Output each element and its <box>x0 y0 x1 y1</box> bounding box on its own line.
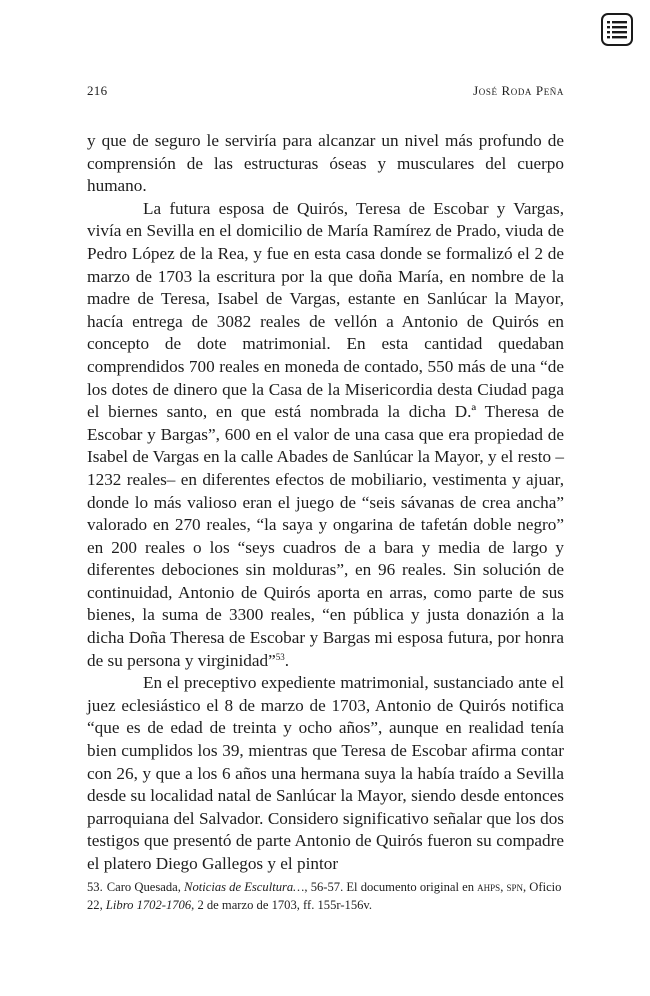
running-author: José Roda Peña <box>473 83 564 98</box>
footnote-text-c: , Oficio 22, <box>87 880 562 912</box>
footnote-number: 53. <box>87 880 103 894</box>
footnote-text-a: Caro Quesada, <box>106 880 185 894</box>
footnote-sep: , <box>500 880 507 894</box>
paragraph-3: En el preceptivo expediente matrimonial, sustanciado ante el juez eclesiástico el 8 de marzo de 1703, Antonio de Quirós notifica “que es de edad de treinta y ocho años”, aunque en realidad tenía bien cumplidos los 39, mientras que Teresa de Escobar afirma contar con 26, y que a los 6 años una hermana suya la había traído a Sevilla desde su localidad natal de Sanlúcar la Mayor, siendo desde entonces parroquiana del Salvador. Considero significativo señalar que los dos testigos que presentó de parte Antonio de Quirós fueron su compadre el platero Diego Gallegos y el pintor <box>87 673 564 873</box>
table-of-contents-button[interactable] <box>601 13 633 46</box>
paragraph-2-text: La futura esposa de Quirós, Teresa de Escobar y Vargas, vivía en Sevilla en el domicilio de María Ramírez de Prado, viuda de Pedro López de la Rea, y fue en esta casa donde se formalizó el 2 de marzo de 1703 la escritura por la que doña María, en nombre de la madre de Teresa, Isabel de Vargas, estante en Sanlúcar la Mayor, hacía entrega de 3082 reales de vellón a Antonio de Quirós en concepto de dote matrimonial. En esta cantidad quedaban comprendidos 700 reales en moneda de contado, 550 más de una “de los dotes de dinero que la Casa de la Misericordia desta Ciudad paga el biernes santo, en que está nombrada la dicha D.ª Theresa de Escobar y Bargas”, 600 en el valor de una casa que era propiedad de Isabel de Vargas en la calle Abades de Sanlúcar la Mayor, y el resto –1232 reales– en diferentes efectos de mobiliario, vestimenta y ajuar, donde lo más valioso eran el juego de “seis sávanas de crea ancha” valorado en 270 reales, “la saya y ongarina de tafetán doble negro” en 200 reales o los “seys cuadros de a bara y media de largo y diferentes debociones sin molduras”, en 96 reales. Sin solución de continuidad, Antonio de Quirós aporta en arras, como parte de sus bienes, la suma de 3300 reales, “en pública y justa donazión a la dicha Doña Theresa de Escobar y Bargas mi esposa futura, por honra de su persona y virginidad” <box>87 198 564 670</box>
footnote-53 <box>87 878 564 914</box>
footnote-ref-53[interactable]: 53 <box>275 651 285 662</box>
footnote-fund: spn <box>506 880 523 894</box>
footnote-title-a: Noticias de Escultura… <box>184 880 305 894</box>
paragraph-2-end: . <box>284 650 289 670</box>
paragraph-1: y que de seguro le serviría para alcanzar un nivel más profundo de comprensión de las estructuras óseas y musculares del cuerpo humano. <box>87 131 564 196</box>
page-number: 216 <box>87 83 108 98</box>
footnote-text-b: , 56-57. El documento original en <box>304 880 478 894</box>
footnote-title-b: Libro 1702-1706 <box>105 898 192 912</box>
body-text <box>87 130 564 876</box>
footnote-text-d: , 2 de marzo de 1703, ff. 155r-156v. <box>191 898 373 912</box>
list-menu-icon <box>606 19 628 40</box>
footnote-archive: ahps <box>477 880 501 894</box>
paragraph-2 <box>87 198 564 672</box>
running-header <box>87 83 564 103</box>
